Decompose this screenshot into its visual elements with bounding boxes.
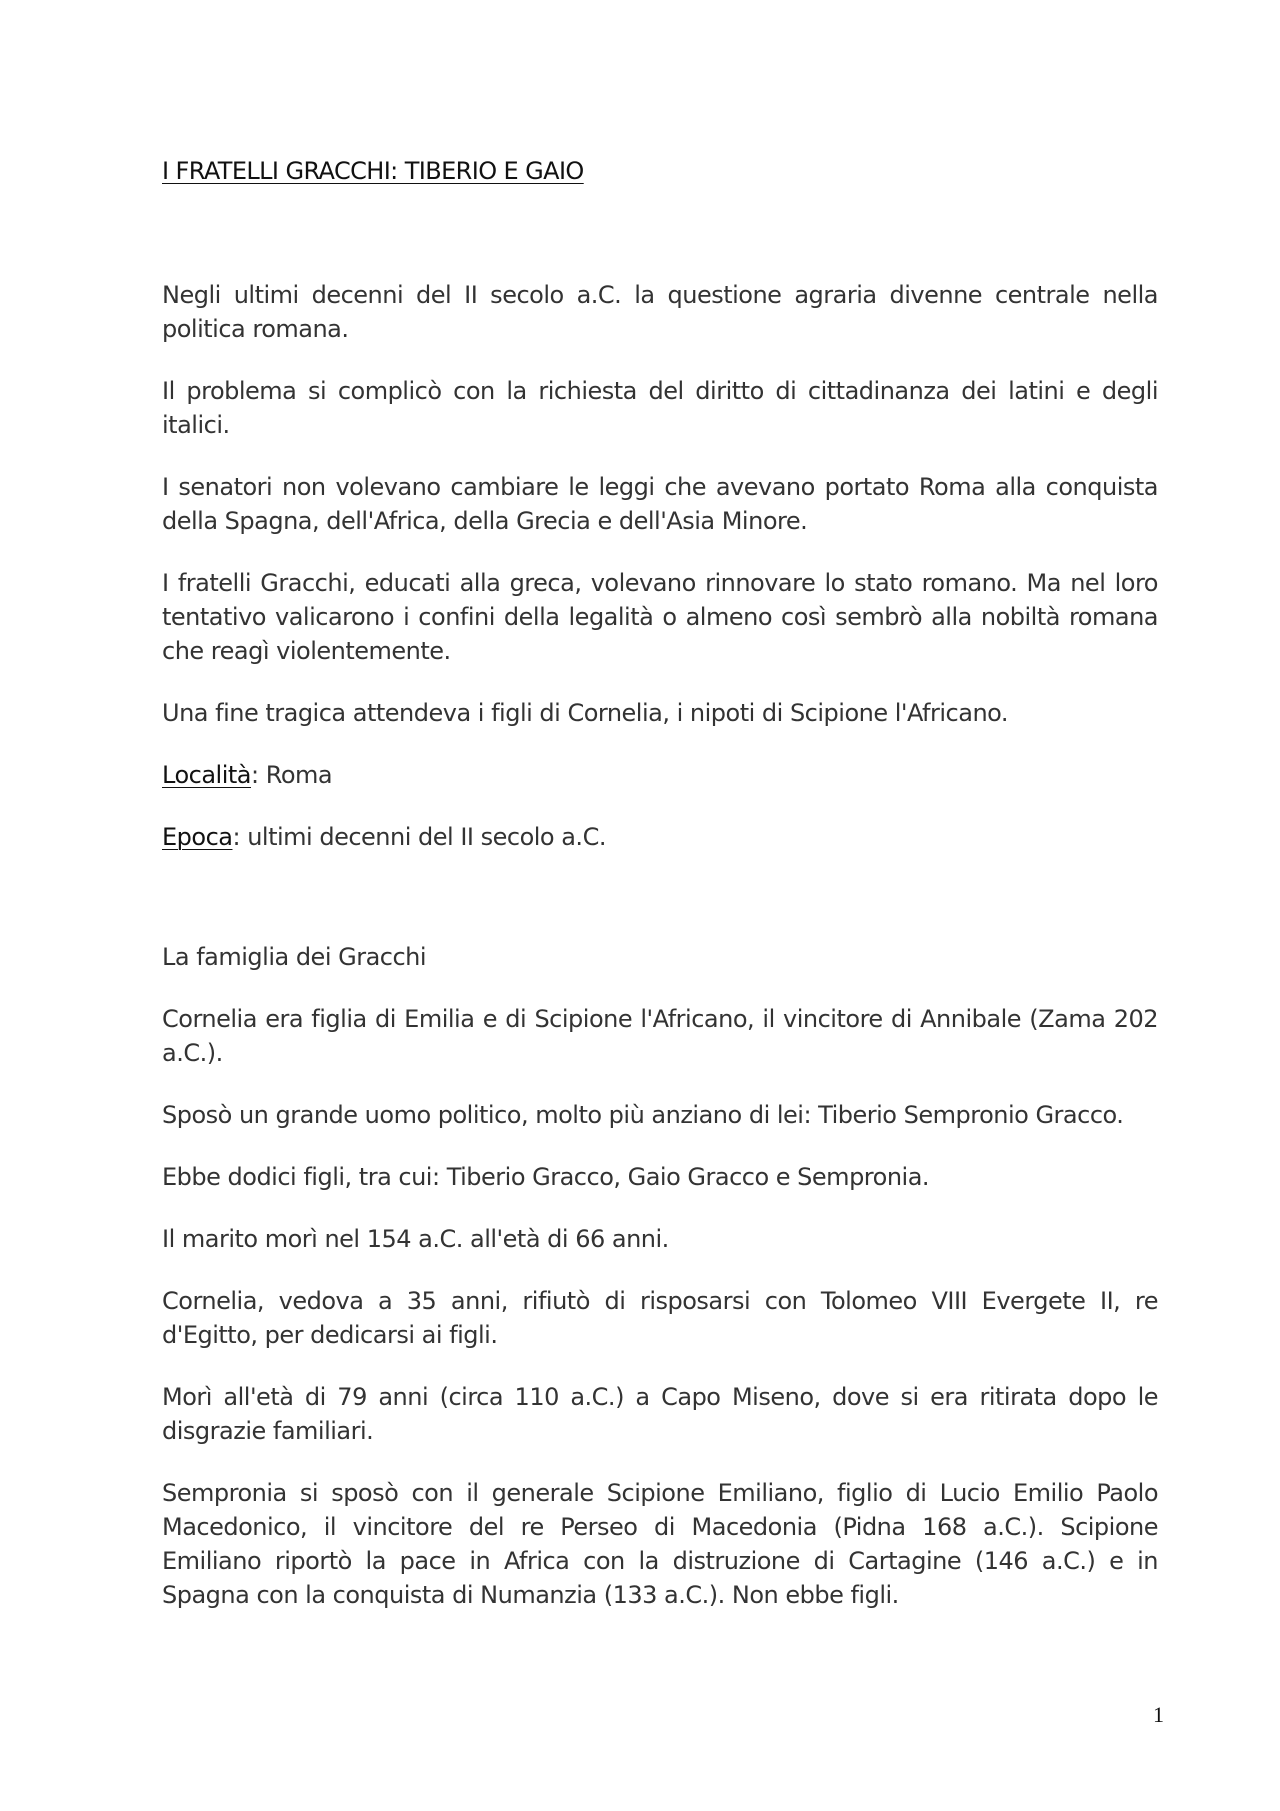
location-value: Roma	[265, 761, 333, 789]
era-value: ultimi decenni del II secolo a.C.	[247, 823, 606, 851]
section-paragraph: Cornelia, vedova a 35 anni, rifiutò di risposarsi con Tolomeo VIII Evergete II, re d'Egitto, per dedicarsi ai figli.	[162, 1287, 1158, 1349]
section-paragraph: Sposò un grande uomo politico, molto più anziano di lei: Tiberio Sempronio Gracco.	[162, 1101, 1124, 1129]
intro-paragraph: Una fine tragica attendeva i figli di Cornelia, i nipoti di Scipione l'Africano.	[162, 699, 1009, 727]
era-label: Epoca	[162, 823, 233, 851]
section-paragraph: Morì all'età di 79 anni (circa 110 a.C.) a Capo Miseno, dove si era ritirata dopo le disgrazie familiari.	[162, 1383, 1158, 1445]
page-number: 1	[1153, 1702, 1164, 1727]
era-separator: :	[232, 823, 248, 851]
intro-paragraph: I fratelli Gracchi, educati alla greca, volevano rinnovare lo stato romano. Ma nel loro tentativo valicarono i confini della legalità o almeno così sembrò alla nobiltà romana che reagì violentemente.	[162, 569, 1158, 665]
intro-paragraph: Il problema si complicò con la richiesta del diritto di cittadinanza dei latini e degli italici.	[162, 377, 1158, 439]
section-paragraph: Sempronia si sposò con il generale Scipione Emiliano, figlio di Lucio Emilio Paolo Macedonico, il vincitore del re Perseo di Macedonia (Pidna 168 a.C.). Scipione Emiliano riportò la pace in Africa con la distruzione di Cartagine (146 a.C.) e in Spagna con la conquista di Numanzia (133 a.C.). Non ebbe figli.	[162, 1479, 1158, 1609]
section-paragraph: Il marito morì nel 154 a.C. all'età di 66 anni.	[162, 1225, 669, 1253]
document-body	[162, 152, 1158, 1640]
section-spacer	[162, 882, 1158, 940]
document-title: I FRATELLI GRACCHI: TIBERIO E GAIO	[162, 157, 584, 185]
era-line	[162, 820, 1158, 854]
location-label: Località	[162, 761, 251, 789]
section-paragraph: Ebbe dodici figli, tra cui: Tiberio Gracco, Gaio Gracco e Sempronia.	[162, 1163, 930, 1191]
location-line	[162, 758, 1158, 792]
section-paragraph: Cornelia era figlia di Emilia e di Scipione l'Africano, il vincitore di Annibale (Zama 202 a.C.).	[162, 1005, 1158, 1067]
intro-paragraph: Negli ultimi decenni del II secolo a.C. la questione agraria divenne centrale nella politica romana.	[162, 281, 1158, 343]
section-heading: La famiglia dei Gracchi	[162, 943, 427, 971]
intro-paragraph: I senatori non volevano cambiare le leggi che avevano portato Roma alla conquista della Spagna, dell'Africa, della Grecia e dell'Asia Minore.	[162, 473, 1158, 535]
location-separator: :	[251, 761, 266, 789]
